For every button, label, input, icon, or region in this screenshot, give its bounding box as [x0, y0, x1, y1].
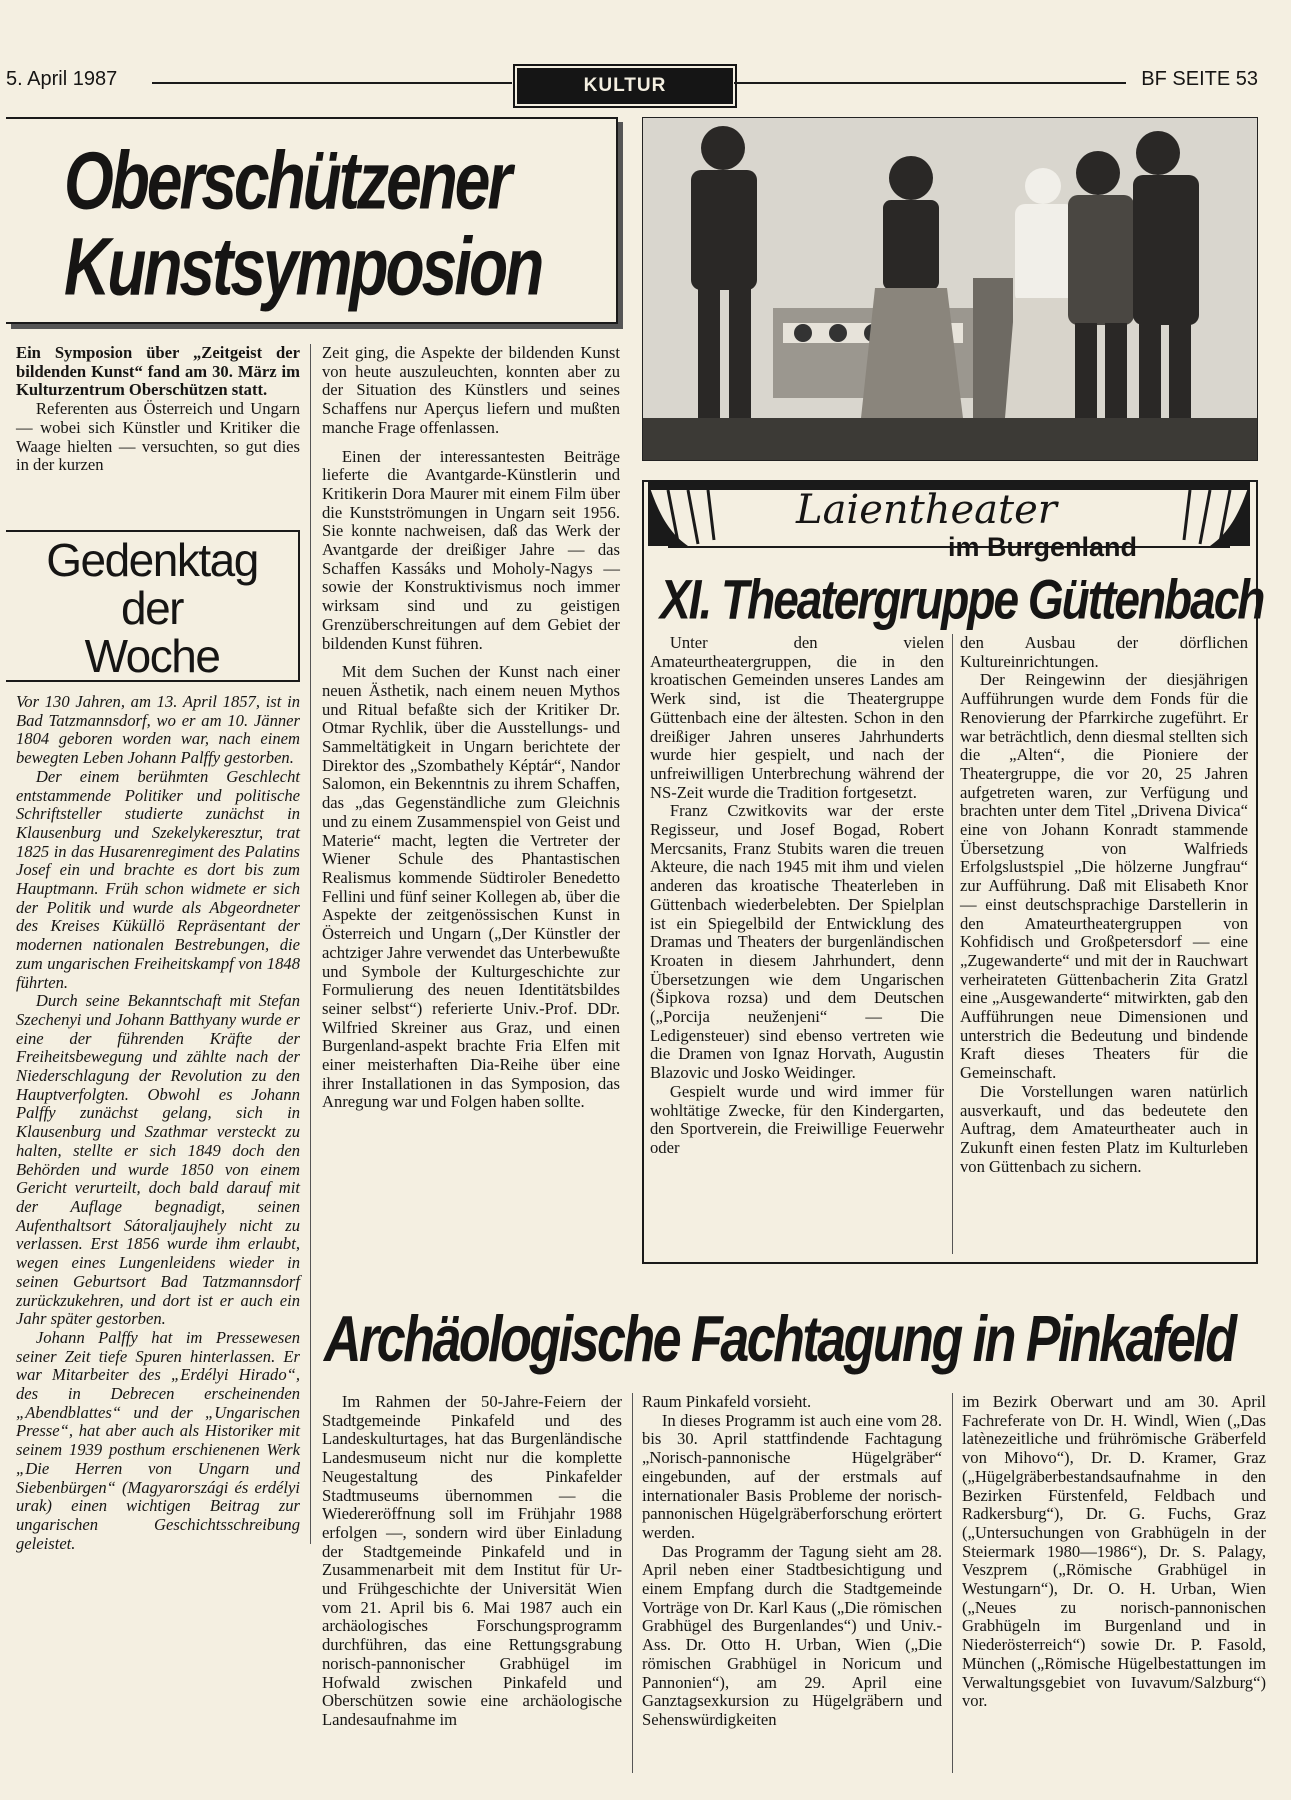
gedenktag-title-line3: Woche — [6, 632, 298, 682]
theater-photo — [642, 117, 1258, 461]
symposion-paragraph: Referenten aus Österreich und Ungarn — wobei sich Künstler und Kritiker die Waage hielten — versuchten, so gut dies in der kurzen — [16, 399, 300, 475]
archaeology-column-2 — [642, 1393, 942, 1730]
gedenktag-paragraph: Vor 130 Jahren, am 13. April 1857, ist in Bad Tatzmannsdorf, wo er am 10. Jänner 1804 geboren worden war, nach einem bewegten Leben Johann Palffy gestorben. — [16, 692, 300, 768]
symposion-paragraph: Zeit ging, die Aspekte der bildenden Kunst von heute auszuleuchten, konnten aber zu der Situation des Künstlers und seines Schaffens nur Aperçus liefern und mußten manche Frage offenlassen. — [322, 343, 620, 437]
theater-paragraph: Die Vorstellungen waren natürlich ausverkauft, und das bedeutete den Auftrag, dem Amateurtheater auch in Zukunft einen festen Platz im Kulturleben von Güttenbach zu sichern. — [960, 1081, 1248, 1176]
symposion-paragraph: Mit dem Suchen der Kunst nach einer neuen Ästhetik, nach einem neuen Mythos und Ritual befaßte sich der Kritiker Dr. Otmar Rychlik, über die Ausstellungs- und Sammeltätigkeit in Ungarn berichtete der Direktor des „Szombathely Képtár“, Nandor Salomon, ein Bekenntnis zu ihrem Schaffen, das „das Gegenständliche zum Gleichnis und zu einem Zusammenspiel von Geist und Materie“ macht, legten die Vertreter der Wiener Schule des Phantastischen Realismus kommende Südtiroler Benedetto Fellini und fünf seiner Kollegen ab, über die Aspekte der zeitgenössischen Kunst in Österreich und Ungarn („Der Künstler der achtziger Jahre verwendet das Unterbewußte und Symbole der Kulturgeschichte zur Formulierung des neuen Identitätsbildes seiner selbst“) referierte Univ.-Prof. DDr. Wilfried Skreiner aus Graz, und einen Burgenland-aspekt brachte Fria Elfen mit einer meisterhaften Dia-Reihe über eine ihrer Installationen in das Symposion, das Anregung war und Folgen haben sollte. — [322, 662, 620, 1112]
column-rule — [310, 344, 311, 1544]
theater-paragraph: den Ausbau der dörflichen Kultureinrichtungen. — [960, 633, 1248, 671]
gedenktag-text — [16, 693, 300, 1553]
theater-paragraph: Der Reingewinn der diesjährigen Aufführungen wurde dem Fonds für die Renovierung der Pfarrkirche zugeführt. Er war beträchtlich, denn diesmal stellten sich die „Alten“, die Pioniere der Theatergruppe, die vor 20, 25 Jahren aufgetreten waren, zur Verfügung und brachten unter dem Titel „Drivena Divica“ eine von Johann Konradt stammende Übersetzung von Walfrieds Erfolgslustspiel „Die hölzerne Jungfrau“ zur Aufführung. Daß mit Elisabeth Knor — einst deutschsprachige Darstellerin in den Amateurtheatergruppen von Kohfidisch und Großpetersdorf — eine „Zugewanderte“ und mit der in Rauchwart verheirateten Güttenbacherin Zita Gratzl eine „Ausgewanderte“ mitwirkten, gab den Aufführungen neue Dimensionen und unterstrich die Bedeutung und bindende Kraft dieses Theaters für die Gemeinschaft. — [960, 670, 1248, 1083]
symposion-lead: Ein Symposion über „Zeitgeist der bildenden Kunst“ fand am 30. März im Kulturzentrum Oberschützen statt. — [16, 343, 300, 400]
column-rule — [952, 1393, 953, 1773]
archaeology-column-1 — [322, 1393, 622, 1730]
archaeology-paragraph: im Bezirk Oberwart und am 30. April Fachreferate von Dr. H. Windl, Wien („Das latènezeitliche und frührömische Gräberfeld von Mihovo“), Dr. D. Kramer, Graz („Hügelgräberbestandsaufnahme in den Bezirken Fürstenfeld, Feldbach und Radkersburg“), Dr. G. Fuchs, Graz („Untersuchungen von Grabhügeln in der Steiermark 1980—1986“), Dr. S. Palagy, Veszprem („Römische Grabhügel in Westungarn“), Dr. O. H. Urban, Wien („Neues zu norisch-pannonischen Grabhügeln im Burgenland und in Niederösterreich“) sowie Dr. P. Fasold, München („Römische Hügelbestattungen im Verwaltungsgebiet von Iuvavum/Salzburg“) vor. — [962, 1392, 1266, 1711]
archaeology-paragraph: In dieses Programm ist auch eine vom 28. bis 30. April stattfindende Fachtagung „Norisch-pannonische Hügelgräber“ eingebunden, auf der erstmals auf internationaler Basis Probleme der norisch-pannonischen Hügelgräberforschung erörtert werden. — [642, 1410, 942, 1542]
gedenktag-title-line1: Gedenktag — [46, 534, 258, 586]
issue-date: 5. April 1987 — [6, 68, 118, 90]
theater-column-2 — [960, 634, 1248, 1176]
banner-script-text: Laientheater — [796, 487, 1057, 533]
theater-paragraph: Unter den vielen Amateurtheatergruppen, die in den kroatischen Gemeinden unseres Landes am Werk sind, ist die Theatergruppe Güttenbach eine der ältesten. Schon in den dreißiger Jahren unseres Jahrhunderts wurde hier gespielt, und nach der unfreiwilligen Unterbrechung während der NS-Zeit wurde die Tradition fortgesetzt. — [650, 633, 944, 802]
archaeology-paragraph: Raum Pinkafeld vorsieht. — [642, 1392, 812, 1411]
archaeology-column-3 — [962, 1393, 1266, 1711]
gedenktag-title-line2: der — [121, 582, 183, 634]
gedenktag-paragraph: Der einem berühmten Geschlecht entstammende Politiker und politische Schriftsteller studierte zunächst in Klausenburg und Szekelykeresztur, trat 1825 in das Husarenregiment des Palatins Josef ein und brachte es dort bis zum Hauptmann. Früh schon widmete er sich der Politik und wurde als Abgeordneter des Kreises Küküllö Repräsentant der modernen nationalen Bestrebungen, die zum ungarischen Freiheitskampf von 1848 führten. — [16, 766, 300, 992]
column-rule — [952, 634, 953, 1254]
theater-paragraph: Franz Czwitkovits war der erste Regisseur, und Josef Bogad, Robert Mercsanits, Franz Stubits waren die treuen Akteure, die nach 1945 mit ihm und vielen anderen das kroatische Theaterleben in Güttenbach wiederbelebten. Der Spielplan ist ein Spiegelbild der Entwicklung des Dramas und Theaters der burgenländischen Kroaten in diesem Jahrhundert, denn Übersetzungen wie dem Ungarischen (Šipkova rozsa) und dem Deutschen („Porcija neuženjeni“ — Die Ledigensteuer) sind ebenso vertreten wie die Dramen von Ignaz Horvath, Augustin Blazovic und Josko Weidinger. — [650, 801, 944, 1083]
theater-column-1 — [650, 634, 944, 1158]
section-label: KULTUR — [517, 68, 733, 104]
stage-scene-image — [643, 118, 1257, 460]
symposion-title-line2: Kunstsymposion — [64, 220, 542, 313]
header-rule-left — [152, 82, 512, 84]
page-number: BF SEITE 53 — [1141, 68, 1258, 90]
symposion-column-2 — [322, 344, 620, 1112]
gedenktag-paragraph: Durch seine Bekanntschaft mit Stefan Szechenyi und Johann Batthyany wurde er eine der führenden Kräfte der Freiheitsbewegung und zählte nach der Niederschlagung der Revolution zu den Hauptverfolgten. Obwohl es Johann Palffy zunächst gelang, sich in Klausenburg und Szathmar versteckt zu halten, stellte er sich 1849 doch den Behörden und wurde 1850 von einem Gericht verurteilt, doch bald darauf mit der Auflage begnadigt, seinen Aufenthaltsort Sátoraljaujhely nicht zu verlassen. Erst 1856 wurde ihm erlaubt, wegen eines Lungenleidens wieder in seinen Geburtsort Bad Tatzmannsdorf zurückzukehren, und dort ist er auch ein Jahr später gestorben. — [16, 991, 300, 1329]
symposion-column-1 — [16, 344, 300, 475]
symposion-title-box — [6, 117, 618, 324]
banner-subtitle: im Burgenland — [948, 532, 1138, 562]
symposion-paragraph: Einen der interessantesten Beiträge lieferte die Avantgarde-Künstlerin und Kritikerin Dora Maurer mit einem Film über die Kunstströmungen in Ungarn seit 1956. Sie konnte nachweisen, daß das Werk der Avantgarde der dreißiger Jahre — das Schaffen Kassáks und Moholy-Nagys — sowie der Konstruktivismus noch immer wirksam sind und zu geistigen Grenzüberschreitungen auf dem Gebiet der bildenden Kunst führen. — [322, 446, 620, 653]
symposion-title-line1: Oberschützener — [64, 134, 510, 227]
theater-title: XI. Theatergruppe Güttenbach — [660, 568, 1264, 631]
theater-paragraph: Gespielt wurde und wird immer für wohltätige Zwecke, für den Kindergarten, den Sportverein, die Freiwillige Feuerwehr oder — [650, 1081, 944, 1157]
header-rule-right — [734, 82, 1126, 84]
column-rule — [632, 1393, 633, 1773]
archaeology-paragraph: Im Rahmen der 50-Jahre-Feiern der Stadtgemeinde Pinkafeld und des Landeskulturtages, hat das Burgenländische Landesmuseum nicht nur die komplette Neugestaltung des Pinkafelder Stadtmuseums übernommen — die Wiedereröffnung soll im Frühjahr 1988 erfolgen —, sondern wird über Einladung der Stadtgemeinde Pinkafeld und in Zusammenarbeit mit dem Institut für Ur- und Frühgeschichte der Universität Wien vom 21. April bis 6. Mai 1987 auch ein archäologisches Forschungsprogramm durchführen, das eine Rettungsgrabung norisch-pannonischer Grabhügel im Hofwald zwischen Pinkafeld und Oberschützen sowie eine archäologische Landesaufnahme im — [322, 1392, 622, 1729]
gedenktag-title-box — [6, 530, 300, 682]
gedenktag-paragraph: Johann Palffy hat im Pressewesen seiner Zeit tiefe Spuren hinterlassen. Er war Mitarbeiter des „Erdélyi Hirado“, des in Debrecen erscheinenden „Abendblattes“ und der „Ungarischen Presse“, hat aber auch als Historiker mit seinem 1939 posthum erschienenen Werk „Die Herren von Ungarn und Siebenbürgen“ (Magyarországi és erdélyi urak) einen wichtigen Beitrag zur ungarischen Geschichtsschreibung geleistet. — [16, 1327, 300, 1553]
archaeology-paragraph: Das Programm der Tagung sieht am 28. April neben einer Stadtbesichtigung und einem Empfang durch die Stadtgemeinde Vorträge von Dr. Karl Kaus („Die römischen Grabhügel des Burgenlandes“) und Univ.-Ass. Dr. Otto H. Urban, Wien („Die römischen Grabhügel in Noricum und Pannonien“), am 29. April eine Ganztagsexkursion zu Hügelgräbern und Sehenswürdigkeiten — [642, 1541, 942, 1729]
archaeology-title: Archäologische Fachtagung in Pinkafeld — [324, 1303, 1235, 1376]
